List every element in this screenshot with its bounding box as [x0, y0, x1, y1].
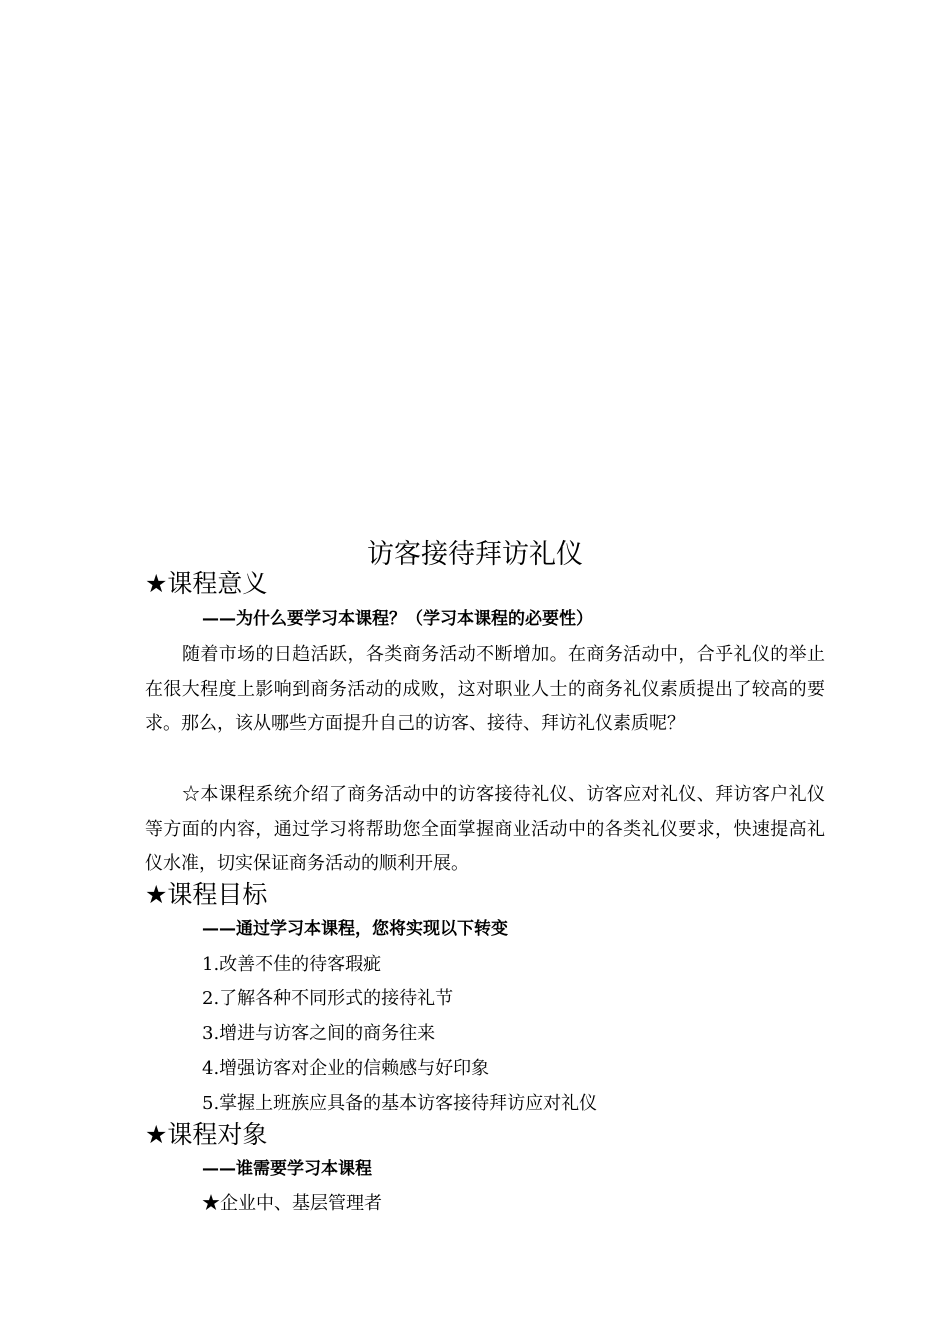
section-subheading-audience: ——谁需要学习本课程 [202, 1159, 372, 1179]
list-item: ★企业中、基层管理者 [202, 1193, 382, 1214]
list-item: 3.增进与访客之间的商务往来 [202, 1023, 436, 1044]
paragraph-intro: 随着市场的日趋活跃，各类商务活动不断增加。在商务活动中，合乎礼仪的举止在很大程度上影响到商务活动的成败，这对职业人士的商务礼仪素质提出了较高的要求。那么，该从哪些方面提升自己的访客、接待、拜访礼仪素质呢？ [145, 644, 825, 734]
list-item: 2.了解各种不同形式的接待礼节 [202, 988, 454, 1009]
list-item: 4.增强访客对企业的信赖感与好印象 [202, 1058, 490, 1079]
section-heading-audience: ★课程对象 [145, 1120, 268, 1149]
section-subheading-goals: ——通过学习本课程，您将实现以下转变 [202, 919, 508, 939]
section-heading-goals: ★课程目标 [145, 880, 268, 909]
section-heading-significance: ★课程意义 [145, 569, 268, 598]
list-item: 1.改善不佳的待客瑕疵 [202, 954, 382, 975]
section-subheading-significance: ——为什么要学习本课程？（学习本课程的必要性） [202, 609, 593, 629]
paragraph-course-overview: ☆本课程系统介绍了商务活动中的访客接待礼仪、访客应对礼仪、拜访客户礼仪等方面的内容，通过学习将帮助您全面掌握商业活动中的各类礼仪要求，快速提高礼仪水准，切实保证商务活动的顺利开展。 [145, 784, 825, 874]
list-item: 5.掌握上班族应具备的基本访客接待拜访应对礼仪 [202, 1093, 598, 1114]
document-title: 访客接待拜访礼仪 [367, 539, 583, 570]
